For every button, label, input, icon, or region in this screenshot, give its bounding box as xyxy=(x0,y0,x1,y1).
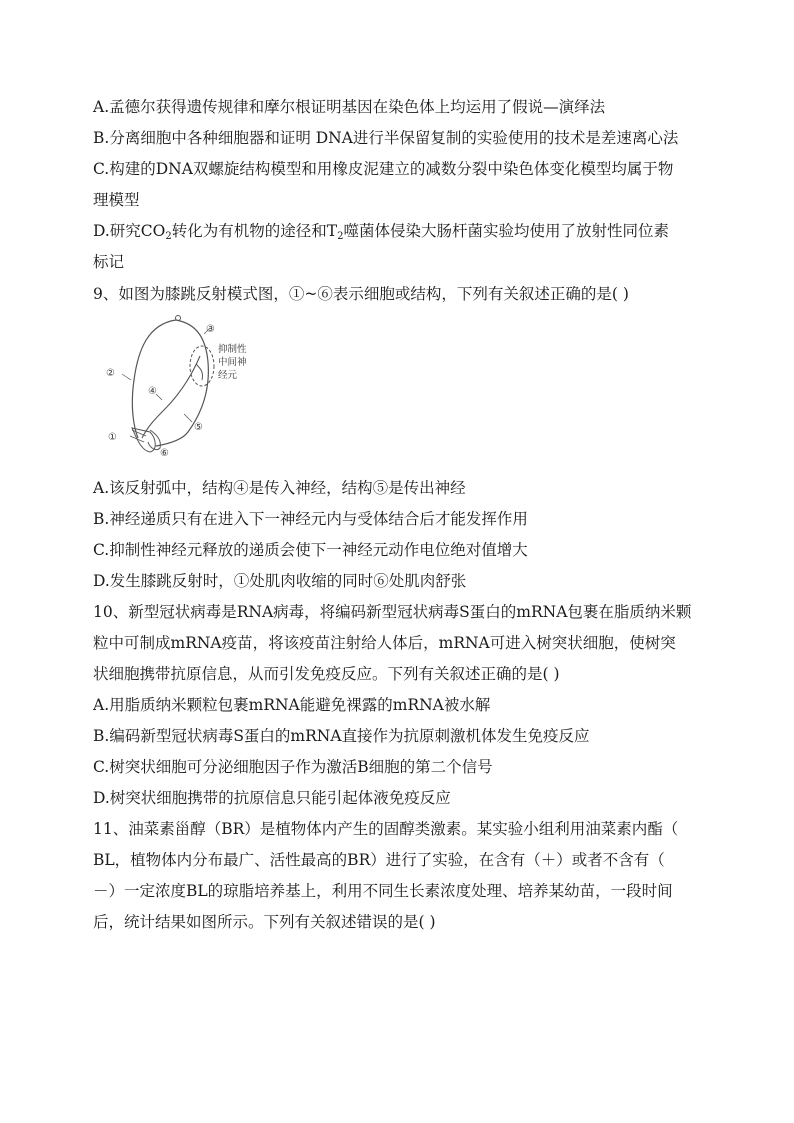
figure-label-3: ③ xyxy=(206,324,215,335)
cell-body-top xyxy=(176,316,181,321)
figure-note-line1: 抑制性 xyxy=(218,344,247,355)
q10-stem-line3: 状细胞携带抗原信息，从而引发免疫反应。下列有关叙述正确的是( ) xyxy=(93,665,560,683)
leader-2 xyxy=(122,374,131,380)
q8-option-d-text-b: 转化为有机物的途径和T xyxy=(171,222,338,240)
q8-option-d-subscript-1: 2 xyxy=(165,231,172,242)
figure-note-line2: 中间神 xyxy=(218,357,247,368)
figure-label-4: ④ xyxy=(148,386,157,397)
q9-stem: 9、如图为膝跳反射模式图，①~⑥表示细胞或结构，下列有关叙述正确的是( ) xyxy=(93,285,629,303)
q9-option-b: B.神经递质只有在进入下一神经元内与受体结合后才能发挥作用 xyxy=(93,510,528,528)
q8-option-d-text-c: 噬菌体侵染大肠杆菌实验均使用了放射性同位素 xyxy=(343,222,669,240)
q10-option-a: A.用脂质纳米颗粒包裹mRNA能避免裸露的mRNA被水解 xyxy=(93,696,491,714)
q11-stem-line1: 11、油菜素甾醇（BR）是植物体内产生的固醇类激素。某实验小组利用油菜素内酯（ xyxy=(93,820,679,838)
q8-option-a: A.孟德尔获得遗传规律和摩尔根证明基因在染色体上均运用了假说—演绎法 xyxy=(93,98,606,116)
leader-5 xyxy=(184,414,192,422)
q11-stem-line4: 后，统计结果如图所示。下列有关叙述错误的是( ) xyxy=(93,913,436,931)
q8-option-d-subscript-2: 2 xyxy=(337,231,344,242)
q9-option-c: C.抑制性神经元释放的递质会使下一神经元动作电位绝对值增大 xyxy=(93,541,528,559)
q9-option-a: A.该反射弧中，结构④是传入神经，结构⑤是传出神经 xyxy=(93,479,466,497)
efferent-fiber xyxy=(142,356,200,438)
q8-option-c-line1: C.构建的DNA双螺旋结构模型和用橡皮泥建立的减数分裂中染色体变化模型均属于物 xyxy=(93,160,674,178)
q11-stem-line2: BL，植物体内分布最广、活性最高的BR）进行了实验，在含有（＋）或者不含有（ xyxy=(93,851,665,869)
q11-stem-line3: －）一定浓度BL的琼脂培养基上，利用不同生长素浓度处理、培养某幼苗，一段时间 xyxy=(93,882,673,900)
q10-stem-line1: 10、新型冠状病毒是RNA病毒，将编码新型冠状病毒S蛋白的mRNA包裹在脂质纳米颗 xyxy=(93,603,692,621)
figure-label-5: ⑤ xyxy=(194,422,203,433)
q10-stem-line2: 粒中可制成mRNA疫苗，将该疫苗注射给人体后，mRNA可进入树突状细胞，使树突 xyxy=(93,634,676,652)
figure-label-2: ② xyxy=(106,368,115,379)
figure-note-line3: 经元 xyxy=(218,370,238,381)
q9-option-d: D.发生膝跳反射时，①处肌肉收缩的同时⑥处肌肉舒张 xyxy=(93,572,467,590)
q8-option-d-line2: 标记 xyxy=(93,253,125,271)
q10-option-c: C.树突状细胞可分泌细胞因子作为激活B细胞的第二个信号 xyxy=(93,758,493,776)
q10-option-d: D.树突状细胞携带的抗原信息只能引起体液免疫反应 xyxy=(93,789,451,807)
interneuron-fiber xyxy=(196,364,203,380)
q8-option-c-line2: 理模型 xyxy=(93,191,140,209)
q10-option-b: B.编码新型冠状病毒S蛋白的mRNA直接作为抗原刺激机体发生免疫反应 xyxy=(93,727,590,745)
q8-option-d-line1 xyxy=(93,221,669,247)
q8-option-d-text-a: D.研究CO xyxy=(93,222,166,240)
figure-label-6: ⑥ xyxy=(160,448,169,459)
q8-option-b: B.分离细胞中各种细胞器和证明 DNA进行半保留复制的实验使用的技术是差速离心法 xyxy=(93,129,679,147)
reflex-arc-svg xyxy=(98,310,258,460)
figure-label-1: ① xyxy=(108,432,117,443)
knee-jerk-reflex-diagram xyxy=(98,310,258,460)
